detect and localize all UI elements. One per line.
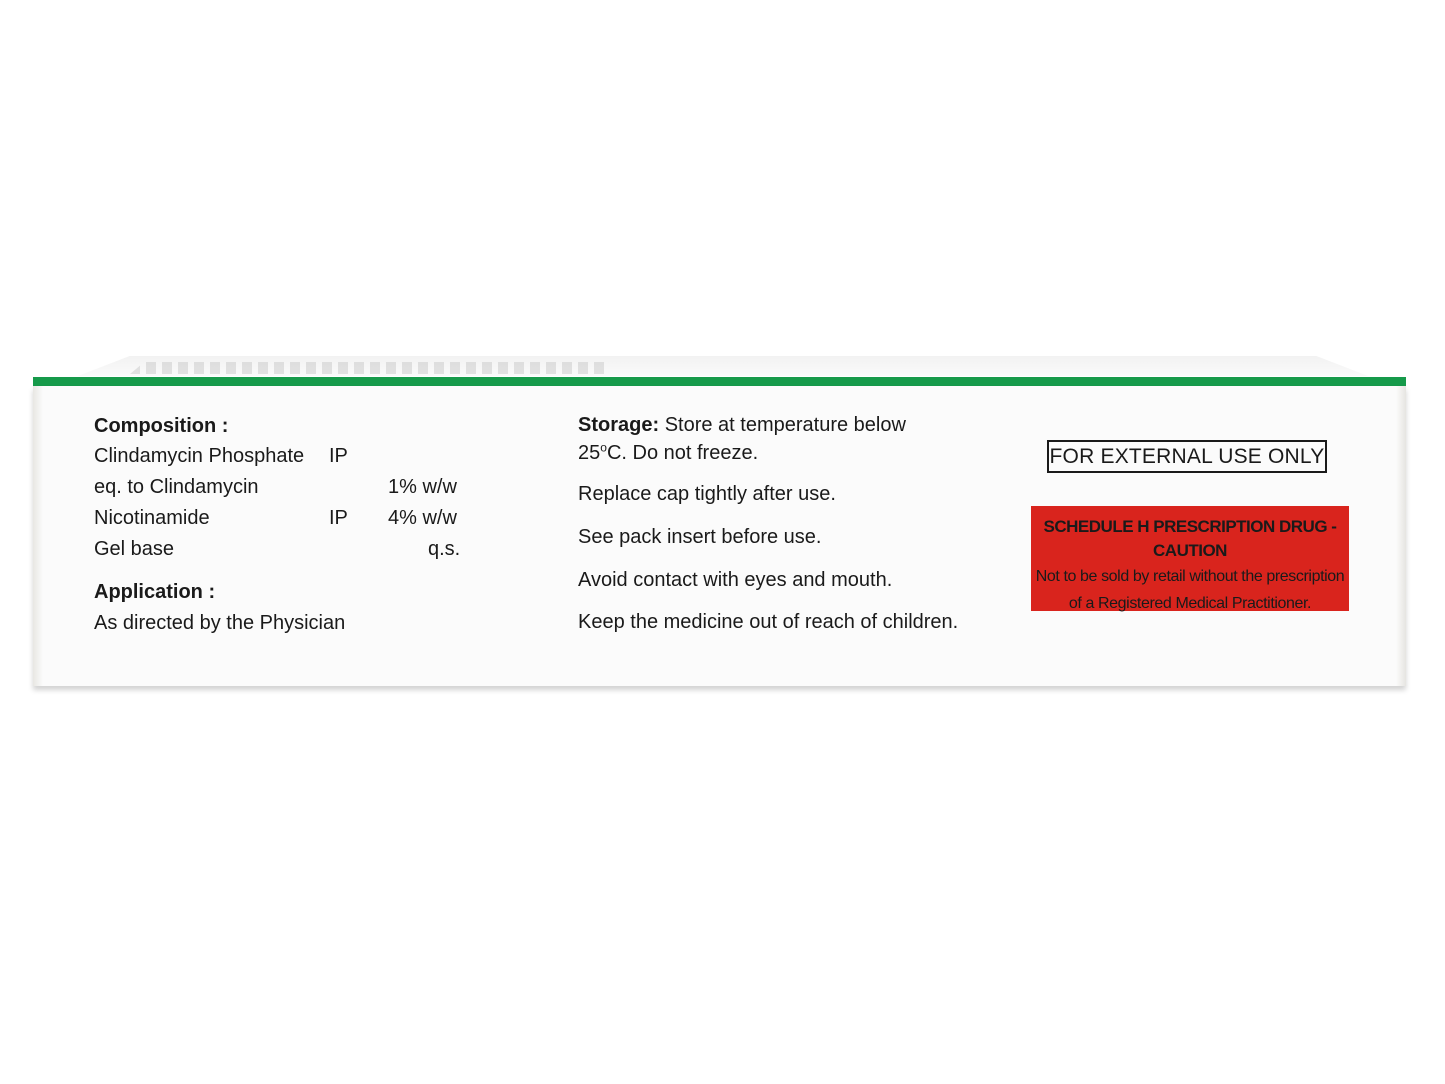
storage-line-1 <box>578 413 906 437</box>
composition-row-2-name: eq. to Clindamycin <box>94 476 259 498</box>
application-heading: Application : <box>94 581 216 603</box>
green-stripe <box>33 377 1406 386</box>
composition-row-1-name: Clindamycin Phosphate <box>94 445 305 467</box>
storage-label: Storage: <box>578 414 660 436</box>
storage-temp: 25 <box>578 442 601 464</box>
composition-row-1-std: IP <box>329 445 348 467</box>
storage-line-2 <box>578 441 758 465</box>
storage-text-1: Store at temperature below <box>664 414 906 436</box>
application-text: As directed by the Physician <box>94 612 346 634</box>
schedule-h-warning <box>1031 506 1349 611</box>
storage-degree: o <box>600 440 607 455</box>
schedule-title: SCHEDULE H PRESCRIPTION DRUG - CAUTION <box>1043 517 1337 560</box>
carton-top-print <box>130 362 610 374</box>
composition-row-3-amount: 4% w/w <box>388 507 457 529</box>
composition-row-4-name: Gel base <box>94 538 175 560</box>
composition-row-2-amount: 1% w/w <box>388 476 457 498</box>
schedule-line-1: Not to be sold by retail without the prescription <box>1035 568 1345 585</box>
storage-text-2: C. Do not freeze. <box>606 442 759 464</box>
schedule-line-2: of a Registered Medical Practitioner. <box>1068 595 1312 612</box>
composition-row-3-name: Nicotinamide <box>94 507 210 529</box>
composition-heading: Composition : <box>94 415 229 437</box>
instruction-pack-insert: See pack insert before use. <box>578 526 822 548</box>
external-use-label: FOR EXTERNAL USE ONLY <box>1047 440 1327 473</box>
instruction-replace-cap: Replace cap tightly after use. <box>578 483 836 505</box>
instruction-keep-away: Keep the medicine out of reach of children. <box>578 611 959 633</box>
composition-row-3-std: IP <box>329 507 348 529</box>
composition-row-4-amount: q.s. <box>428 538 461 560</box>
instruction-avoid-contact: Avoid contact with eyes and mouth. <box>578 569 893 591</box>
